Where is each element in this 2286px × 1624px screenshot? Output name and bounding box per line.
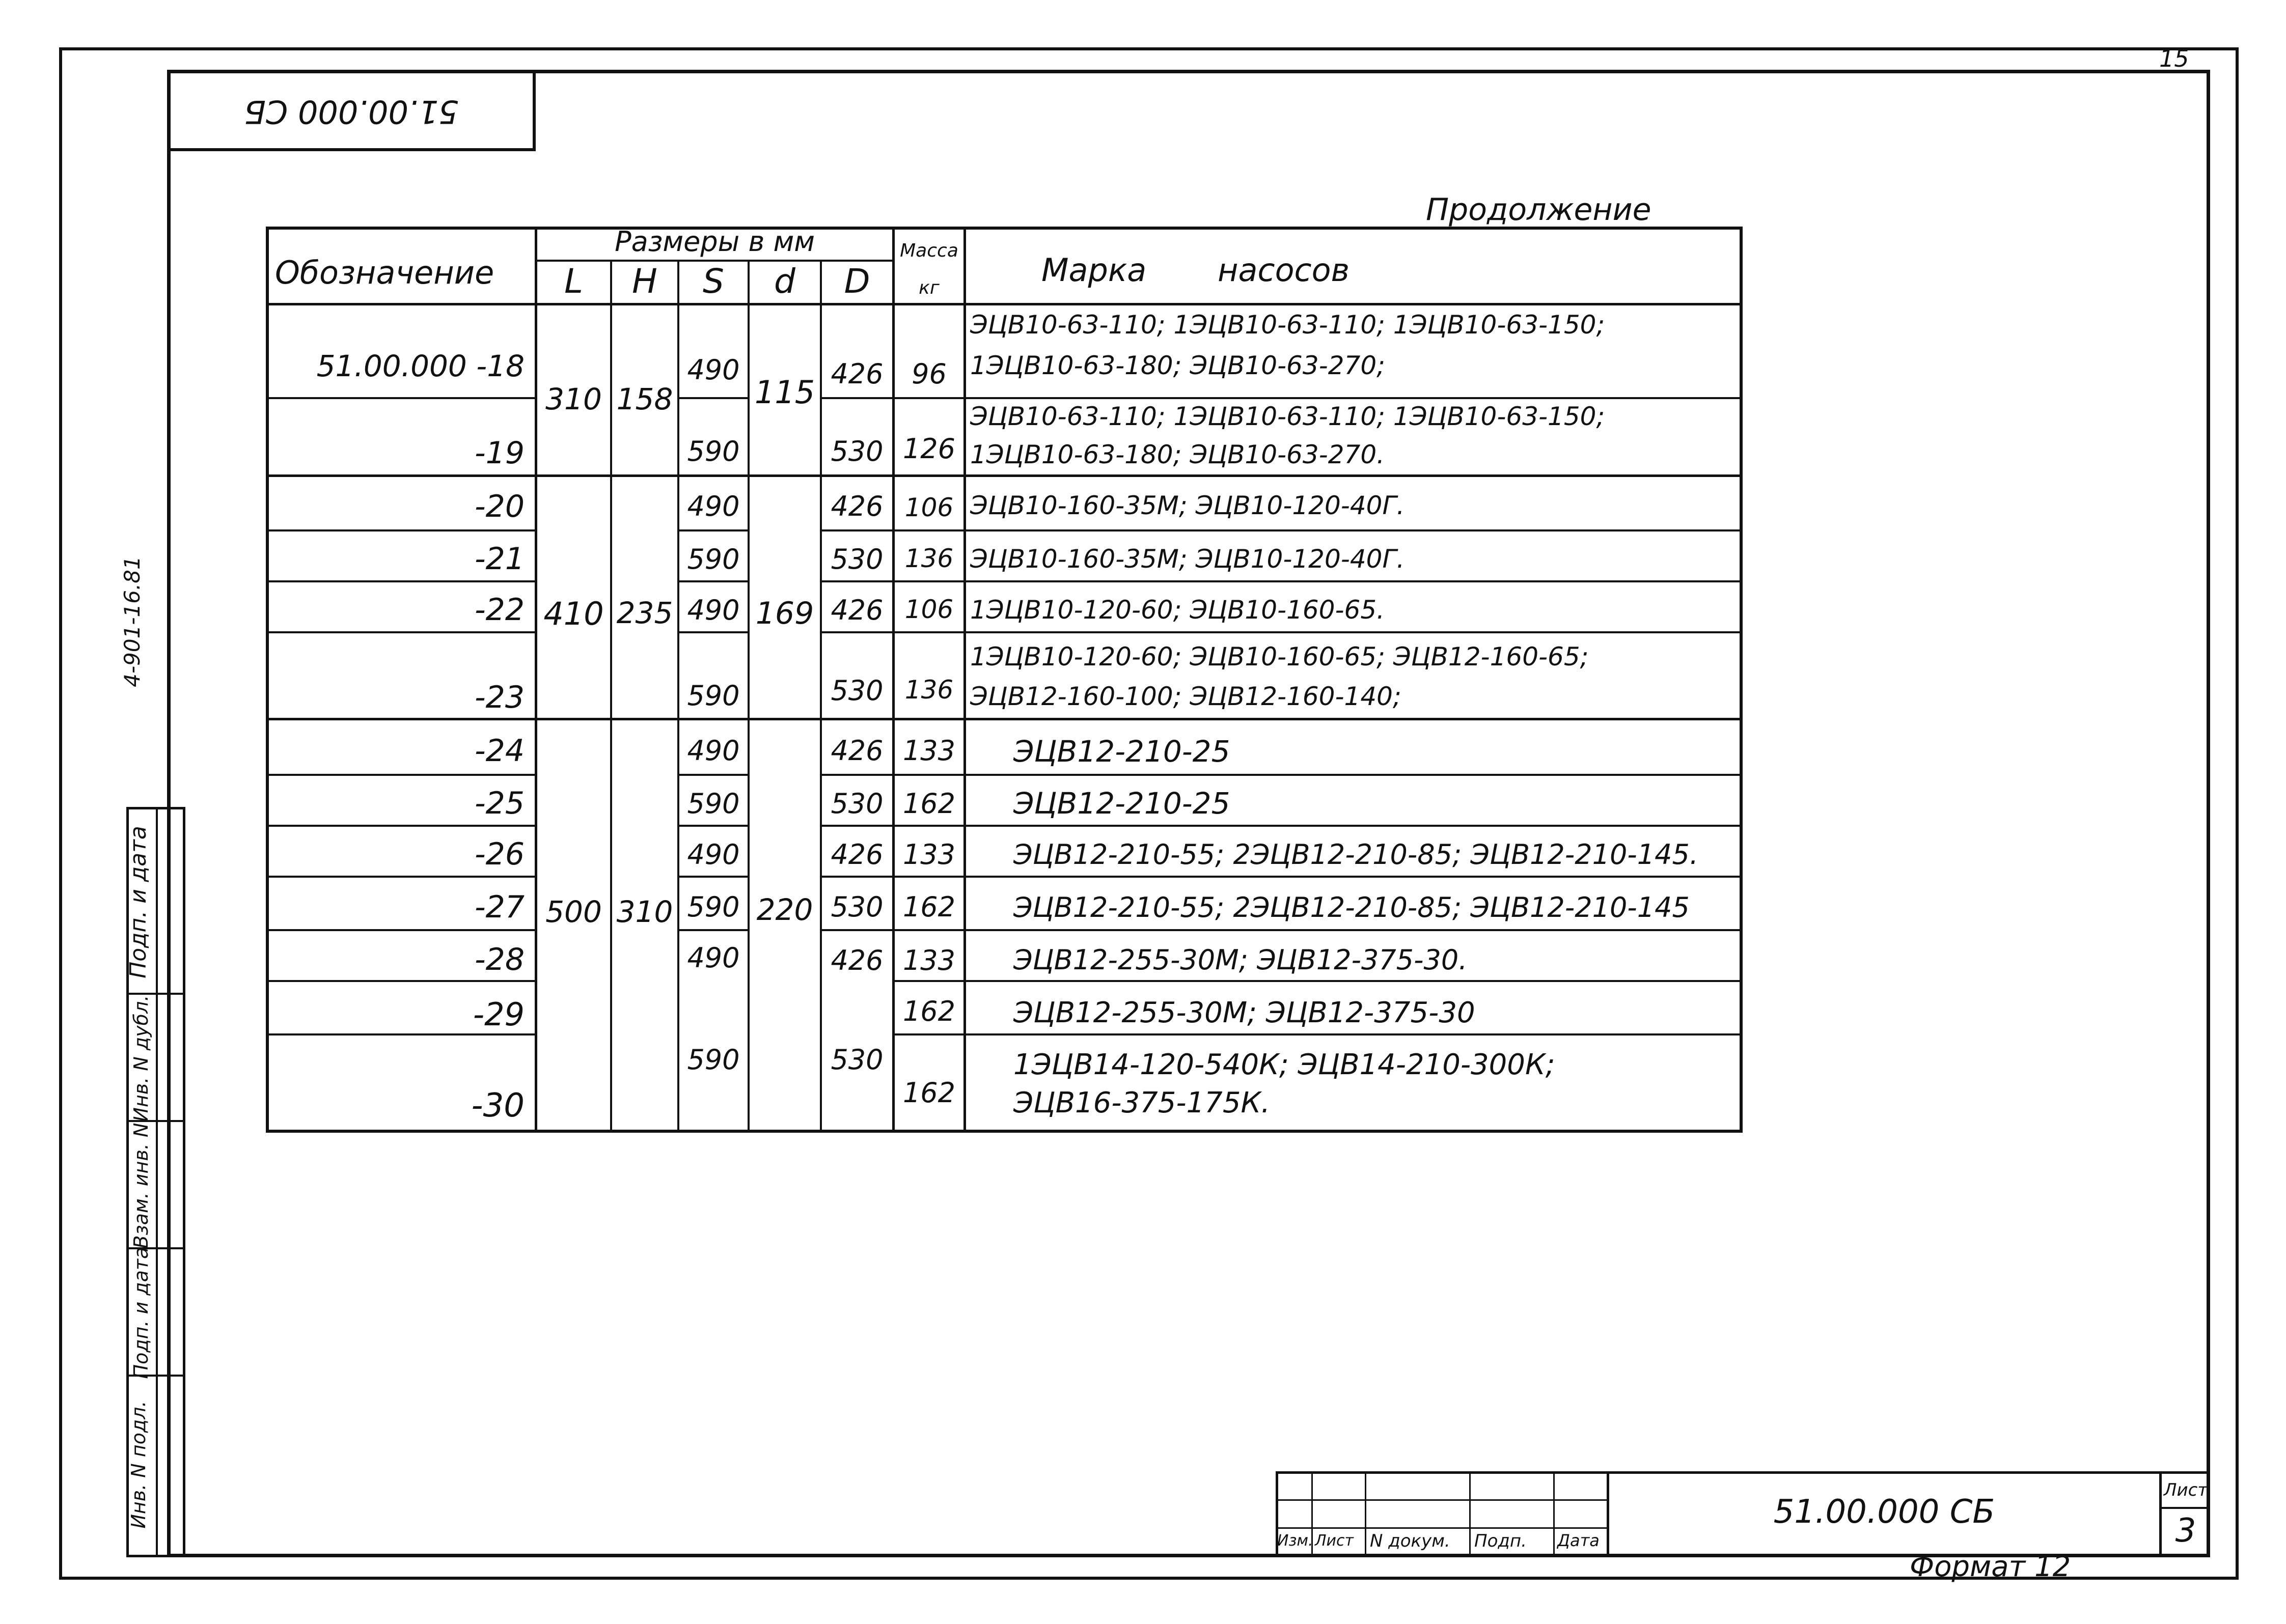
tb-label-izm: Изм. (1277, 1532, 1313, 1550)
header-dims-group: Размеры в мм (615, 226, 815, 258)
group-2-d: 169 (755, 596, 814, 631)
row-19-brand-2: 1ЭЦВ10-63-180; ЭЦВ10-63-270. (970, 440, 1385, 469)
group-1-L: 310 (545, 382, 602, 416)
row-23-brand-1: 1ЭЦВ10-120-60; ЭЦВ10-160-65; ЭЦВ12-160-65; (970, 642, 1589, 671)
row-19-mass: 126 (902, 433, 956, 465)
side-project-code: 4-901-16.81 (120, 556, 145, 687)
tb-label-list: Лист (1315, 1532, 1354, 1550)
tb-label-ndokum: N докум. (1370, 1531, 1450, 1551)
header-mass-unit: кг (919, 277, 940, 298)
row-29-mass: 162 (902, 995, 956, 1027)
row-21-S: 590 (687, 543, 740, 575)
row-26-D: 426 (831, 838, 884, 871)
row-23-mass: 136 (904, 675, 954, 705)
row-18-brand-2: 1ЭЦВ10-63-180; ЭЦВ10-63-270; (970, 351, 1385, 380)
group-2-H: 235 (616, 596, 673, 630)
strip-label-inv-podl: Инв. N подл. (127, 1401, 150, 1529)
header-H: H (632, 262, 657, 301)
row-25-D: 530 (831, 788, 884, 820)
row-25-designation: -25 (475, 786, 525, 821)
row-18-S: 490 (687, 354, 740, 386)
row-27-mass: 162 (902, 891, 956, 923)
row-19-designation: -19 (475, 435, 525, 471)
row-25-mass: 162 (902, 788, 956, 820)
row-30-brand-2: ЭЦВ16-375-175К. (1013, 1086, 1270, 1119)
row-22-D: 426 (831, 594, 884, 626)
group-1-H: 158 (616, 382, 673, 416)
row-26-mass: 133 (902, 838, 956, 871)
row-18-designation: 51.00.000 -18 (316, 349, 525, 383)
row-28-D: 426 (831, 944, 884, 976)
row-30-mass: 162 (902, 1077, 956, 1109)
row-26-brand: ЭЦВ12-210-55; 2ЭЦВ12-210-85; ЭЦВ12-210-145. (1013, 838, 1699, 871)
tb-label-data: Дата (1557, 1531, 1600, 1550)
row-18-mass: 96 (912, 358, 947, 390)
tb-sheet-number: 3 (2175, 1512, 2196, 1550)
row-22-mass: 106 (904, 595, 954, 624)
strip-label-inv-dubl: Инв. N дубл. (130, 995, 152, 1122)
row-28-designation: -28 (475, 942, 525, 977)
tb-designation: 51.00.000 СБ (1773, 1493, 1995, 1531)
row-24-mass: 133 (902, 735, 956, 767)
header-d: d (774, 262, 795, 301)
header-mass: Масса (900, 240, 958, 261)
row-29-designation: -29 (473, 996, 525, 1033)
row-24-designation: -24 (475, 733, 525, 769)
row-21-designation: -21 (475, 541, 525, 577)
row-21-D: 530 (831, 543, 884, 575)
group-3-d: 220 (756, 892, 813, 927)
row-28-mass: 133 (902, 944, 956, 976)
corner-stamp-text: 51.00.000 СБ (244, 93, 459, 130)
group-1-d: 115 (754, 374, 815, 411)
rows-29-30-S: 590 (687, 1044, 740, 1076)
row-23-S: 590 (687, 680, 740, 712)
tb-sheet-label: Лист (2163, 1480, 2208, 1500)
row-27-brand: ЭЦВ12-210-55; 2ЭЦВ12-210-85; ЭЦВ12-210-145 (1013, 891, 1690, 923)
row-27-designation: -27 (475, 889, 525, 925)
row-18-brand-1: ЭЦВ10-63-110; 1ЭЦВ10-63-110; 1ЭЦВ10-63-150; (970, 310, 1605, 340)
row-23-D: 530 (831, 675, 884, 707)
row-28-S: 490 (687, 942, 740, 974)
group-3-H: 310 (616, 894, 673, 929)
row-19-brand-1: ЭЦВ10-63-110; 1ЭЦВ10-63-110; 1ЭЦВ10-63-150; (970, 402, 1605, 431)
row-25-S: 590 (687, 788, 740, 820)
group-3-L: 500 (545, 894, 602, 929)
header-S: S (703, 262, 724, 301)
row-22-S: 490 (687, 594, 740, 626)
row-18-D: 426 (831, 358, 884, 390)
continuation-label: Продолжение (1426, 192, 1651, 228)
row-28-brand: ЭЦВ12-255-30М; ЭЦВ12-375-30. (1013, 944, 1468, 976)
row-22-designation: -22 (475, 592, 525, 628)
row-22-brand: 1ЭЦВ10-120-60; ЭЦВ10-160-65. (970, 595, 1385, 625)
row-21-mass: 136 (904, 544, 954, 573)
row-20-brand: ЭЦВ10-160-35М; ЭЦВ10-120-40Г. (970, 491, 1405, 520)
group-2-L: 410 (543, 595, 604, 632)
format-label: Формат 12 (1910, 1550, 2071, 1583)
header-brand: Марка насосов (1041, 251, 1350, 289)
row-24-brand: ЭЦВ12-210-25 (1013, 734, 1230, 769)
row-26-designation: -26 (475, 836, 525, 872)
row-20-S: 490 (687, 490, 740, 522)
row-27-S: 590 (687, 891, 740, 923)
header-L: L (564, 262, 583, 301)
strip-label-podp-data-2: Подп. и дата (125, 826, 151, 978)
row-27-D: 530 (831, 891, 884, 923)
row-20-designation: -20 (475, 489, 525, 524)
row-23-brand-2: ЭЦВ12-160-100; ЭЦВ12-160-140; (970, 682, 1401, 711)
row-20-mass: 106 (904, 493, 954, 522)
row-29-brand: ЭЦВ12-255-30М; ЭЦВ12-375-30 (1013, 996, 1475, 1029)
row-23-designation: -23 (475, 680, 525, 715)
tb-label-podp: Подп. (1474, 1531, 1527, 1551)
page-number: 15 (2159, 45, 2189, 72)
row-21-brand: ЭЦВ10-160-35М; ЭЦВ10-120-40Г. (970, 544, 1405, 574)
row-25-brand: ЭЦВ12-210-25 (1013, 786, 1230, 821)
row-24-D: 426 (831, 735, 884, 767)
strip-label-vzam-inv: Взам. инв. N (130, 1123, 152, 1249)
header-D: D (844, 262, 870, 301)
row-19-D: 530 (831, 435, 884, 467)
row-26-S: 490 (687, 838, 740, 871)
row-24-S: 490 (687, 735, 740, 767)
row-30-brand-1: 1ЭЦВ14-120-540К; ЭЦВ14-210-300К; (1013, 1048, 1555, 1081)
header-designation: Обозначение (275, 254, 494, 291)
row-19-S: 590 (687, 435, 740, 467)
row-20-D: 426 (831, 490, 884, 522)
row-30-designation: -30 (471, 1087, 525, 1125)
rows-29-30-D: 530 (831, 1044, 884, 1076)
strip-label-podp-data-1: Подп. и дата (130, 1247, 152, 1379)
